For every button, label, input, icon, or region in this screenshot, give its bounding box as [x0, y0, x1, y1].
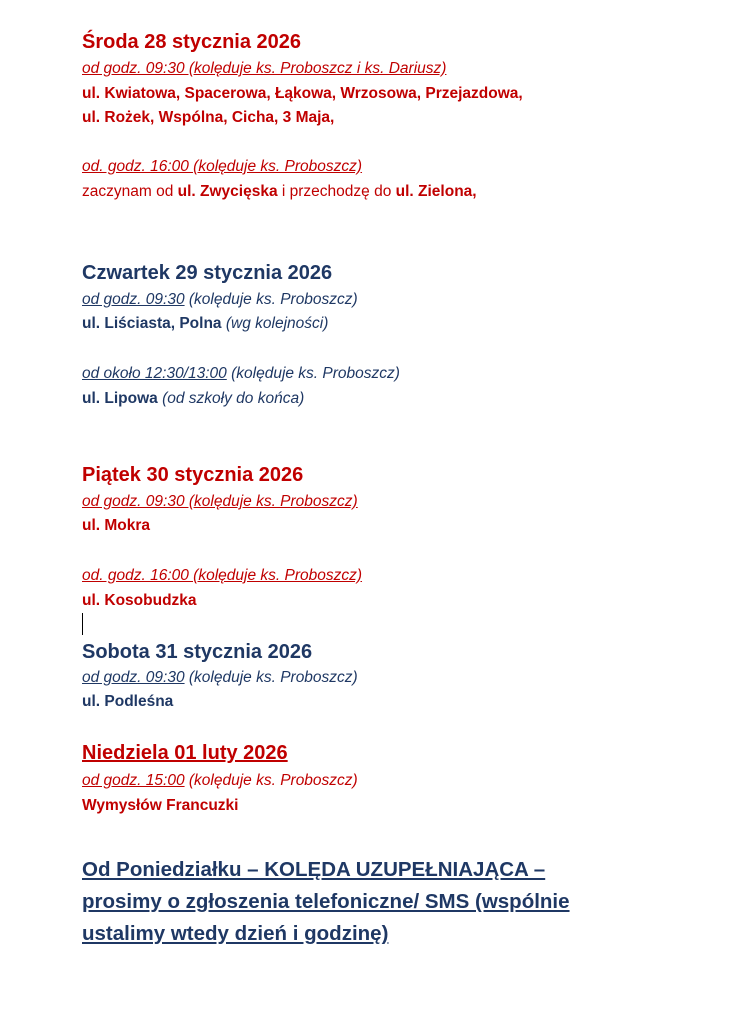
friday-time-2: od. godz. 16:00 (kolęduje ks. Proboszcz) — [82, 567, 363, 584]
wednesday-route — [82, 180, 477, 204]
friday-streets-1: ul. Mokra — [82, 517, 151, 534]
sunday-time-1-note: (kolęduje ks. Proboszcz) — [184, 772, 358, 789]
wednesday-section — [82, 30, 301, 54]
saturday-time-1 — [82, 666, 358, 690]
thursday-streets-1 — [82, 312, 328, 336]
notice-line-3: ustalimy wtedy dzień i godzinę) — [82, 922, 389, 945]
thursday-time-2-hour: od około 12:30/13:00 — [82, 365, 227, 382]
route-street-1: ul. Zwycięska — [177, 183, 278, 200]
notice-line-2: prosimy o zgłoszenia telefoniczne/ SMS (wspólnie — [82, 890, 570, 913]
thursday-streets-2-names: ul. Lipowa — [82, 390, 158, 407]
friday-time-1: od godz. 09:30 (kolęduje ks. Proboszcz) — [82, 493, 358, 510]
friday-heading: Piątek 30 stycznia 2026 — [82, 464, 304, 486]
thursday-time-1 — [82, 288, 358, 312]
wednesday-time-2: od. godz. 16:00 (kolęduje ks. Proboszcz) — [82, 158, 363, 175]
thursday-time-1-note: (kolęduje ks. Proboszcz) — [184, 291, 358, 308]
route-middle: i przechodzę do — [277, 183, 396, 200]
text-cursor — [82, 613, 83, 635]
supplementary-notice — [82, 854, 570, 950]
thursday-time-2-note: (kolęduje ks. Proboszcz) — [226, 365, 400, 382]
saturday-time-1-hour: od godz. 09:30 — [82, 669, 185, 686]
thursday-streets-2-note: (od szkoły do końca) — [157, 390, 305, 407]
wednesday-streets-1b: ul. Rożek, Wspólna, Cicha, 3 Maja, — [82, 109, 335, 126]
wednesday-streets-1a: ul. Kwiatowa, Spacerowa, Łąkowa, Wrzosowa, Przejazdowa, — [82, 85, 523, 102]
saturday-heading: Sobota 31 stycznia 2026 — [82, 641, 313, 663]
thursday-streets-2 — [82, 387, 304, 411]
route-prefix: zaczynam od — [82, 183, 178, 200]
thursday-time-2 — [82, 362, 400, 386]
wednesday-heading: Środa 28 stycznia 2026 — [82, 31, 302, 53]
notice-line-1: Od Poniedziałku – KOLĘDA UZUPEŁNIAJĄCA – — [82, 858, 546, 881]
thursday-heading: Czwartek 29 stycznia 2026 — [82, 262, 333, 284]
sunday-streets-1: Wymysłów Francuzki — [82, 797, 239, 814]
saturday-streets-1: ul. Podleśna — [82, 693, 174, 710]
wednesday-time-1: od godz. 09:30 (kolęduje ks. Proboszcz i ks. Dariusz) — [82, 60, 447, 77]
sunday-time-1-hour: od godz. 15:00 — [82, 772, 185, 789]
thursday-streets-1-note: (wg kolejności) — [221, 315, 329, 332]
saturday-time-1-note: (kolęduje ks. Proboszcz) — [184, 669, 358, 686]
sunday-time-1 — [82, 769, 358, 793]
route-street-2: ul. Zielona, — [395, 183, 477, 200]
thursday-time-1-hour: od godz. 09:30 — [82, 291, 185, 308]
sunday-heading: Niedziela 01 luty 2026 — [82, 742, 288, 764]
thursday-streets-1-names: ul. Liściasta, Polna — [82, 315, 222, 332]
friday-streets-2: ul. Kosobudzka — [82, 592, 197, 609]
